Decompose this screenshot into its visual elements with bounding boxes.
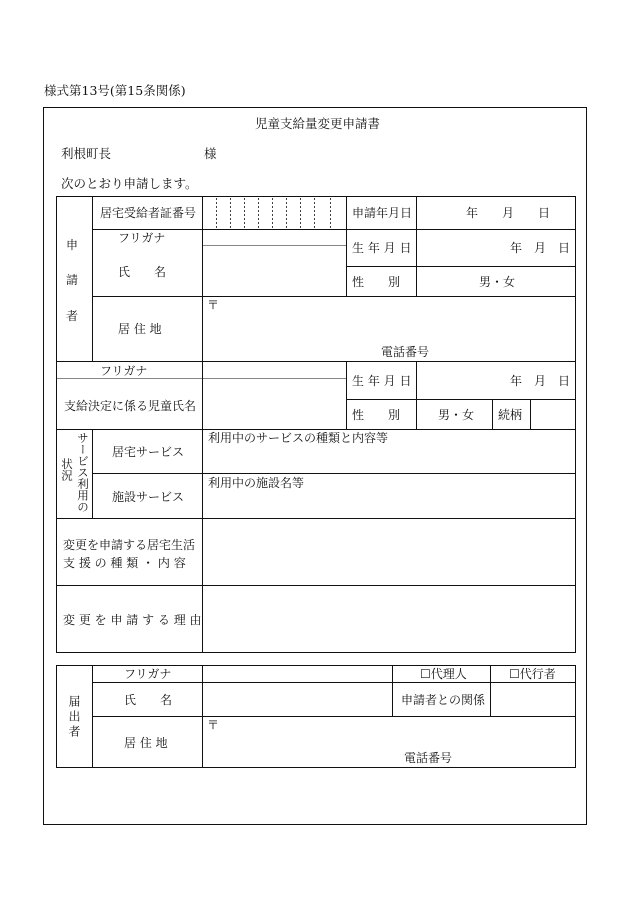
notifier-phone-label: 電話番号	[404, 751, 453, 765]
change-request-label-line2: 支 援 の 種 類 ・ 内 容	[63, 556, 186, 570]
applicant-birth-label: 生 年 月 日	[352, 241, 412, 255]
child-name-field[interactable]	[203, 362, 346, 429]
applicant-group-char-1: 申	[66, 238, 79, 252]
notifier-furigana-label: フリガナ	[124, 667, 172, 681]
home-service-value: 利用中のサービスの種類と内容等	[208, 431, 389, 445]
notifier-relation-label: 申請者との関係	[401, 693, 486, 707]
applicant-group-char-2: 請	[66, 273, 79, 287]
applicant-name-field[interactable]	[203, 230, 346, 296]
applicant-phone-label: 電話番号	[381, 345, 430, 359]
applicant-sex-value[interactable]: 男・女	[479, 275, 516, 289]
applicant-furigana-label: フリガナ	[118, 231, 166, 245]
form-number-label: 様式第13号(第15条関係)	[44, 83, 186, 98]
notifier-group-label: 届出者	[67, 695, 81, 740]
reason-label: 変 更 を 申 請 す る 理 由	[63, 613, 202, 627]
proxy-checkbox[interactable]: ☐代行者	[509, 667, 556, 681]
cert-number-field[interactable]	[203, 197, 346, 229]
addressee-name: 利根町長	[61, 146, 112, 161]
notifier-address-field[interactable]	[203, 717, 575, 767]
service-group-label: サービス利用の	[76, 432, 90, 513]
reason-field[interactable]	[203, 586, 575, 652]
child-sex-label: 性 別	[352, 408, 401, 422]
applicant-postal-mark: 〒	[207, 298, 220, 312]
child-name-label: 支給決定に係る児童氏名	[64, 399, 197, 413]
apply-date-value[interactable]: 年 月 日	[466, 206, 551, 220]
intro-text: 次のとおり申請します。	[61, 176, 198, 191]
home-service-field[interactable]	[203, 446, 575, 473]
facility-service-field[interactable]	[203, 491, 575, 518]
notifier-postal-mark: 〒	[207, 718, 220, 732]
child-furigana-label: フリガナ	[100, 364, 148, 378]
notifier-address-label: 居 住 地	[124, 736, 168, 750]
applicant-address-label: 居 住 地	[118, 322, 162, 336]
notifier-relation-field[interactable]	[491, 683, 575, 716]
addressee-honorific: 様	[204, 146, 217, 161]
child-sex-value[interactable]: 男・女	[438, 408, 475, 422]
child-relation-label: 続柄	[498, 408, 523, 422]
change-request-field[interactable]	[203, 519, 575, 585]
child-birth-value[interactable]: 年 月 日	[510, 374, 571, 388]
applicant-group-char-3: 者	[66, 309, 79, 323]
applicant-birth-value[interactable]: 年 月 日	[510, 241, 571, 255]
facility-service-value: 利用中の施設名等	[208, 476, 305, 490]
child-birth-label: 生 年 月 日	[352, 374, 412, 388]
notifier-name-field[interactable]	[203, 666, 392, 716]
applicant-address-field[interactable]	[203, 297, 575, 361]
service-group-label-status: 状況	[60, 458, 74, 481]
facility-service-label: 施設サービス	[112, 490, 185, 504]
agent-checkbox[interactable]: ☐代理人	[420, 667, 467, 681]
applicant-name-label: 氏 名	[118, 265, 167, 279]
notifier-name-label: 氏 名	[124, 693, 173, 707]
applicant-sex-label: 性 別	[352, 275, 401, 289]
home-service-label: 居宅サービス	[112, 445, 185, 459]
child-relation-field[interactable]	[531, 400, 575, 429]
change-request-label-line1: 変更を申請する居宅生活	[63, 538, 196, 552]
apply-date-label: 申請年月日	[352, 206, 413, 220]
cert-number-label: 居宅受給者証番号	[100, 206, 197, 220]
form-title: 児童支給量変更申請書	[255, 116, 381, 131]
